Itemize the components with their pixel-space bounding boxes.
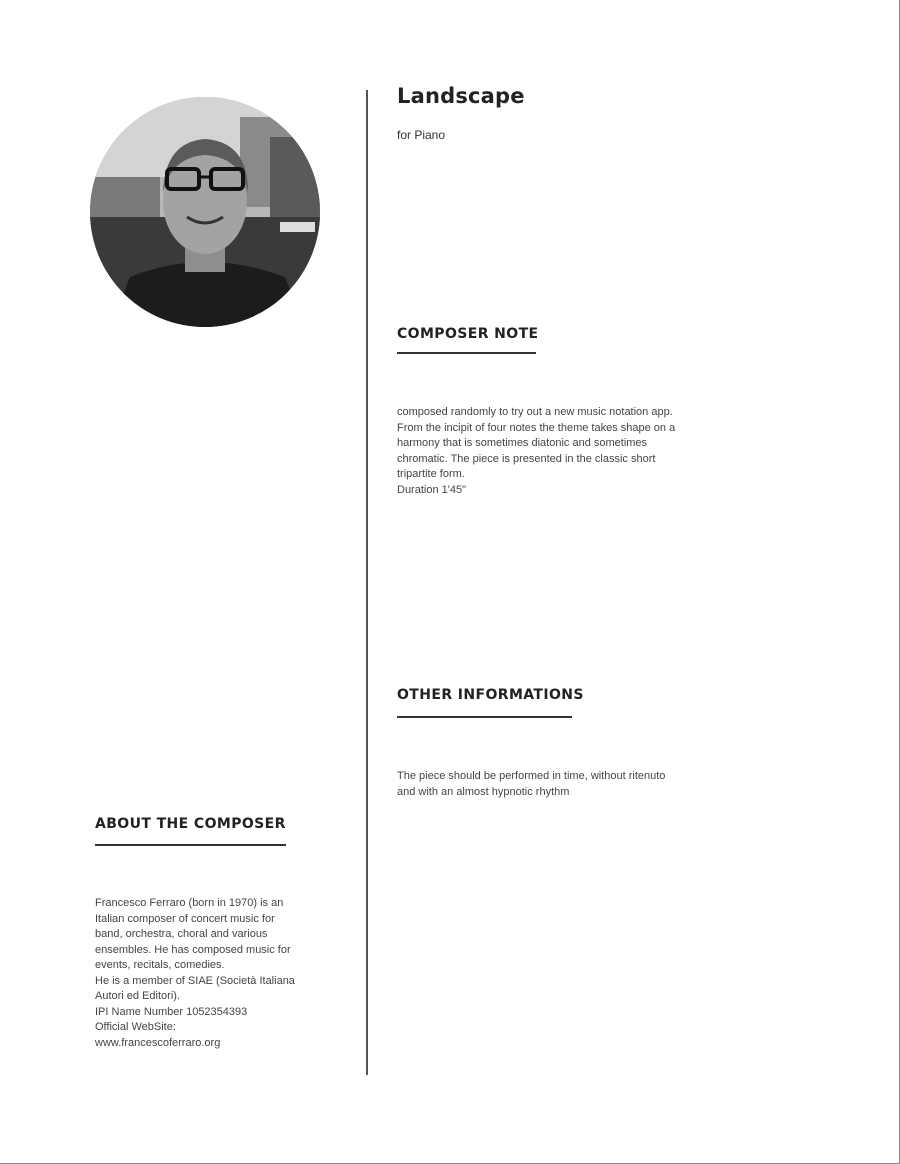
about-composer-text: Francesco Ferraro (born in 1970) is an Italian composer of concert music for band, orchestra, choral and various ensembles. He has composed music for events, recitals, comedies. He is a member of SIAE (Società Italiana Autori ed Editori). IPI Name Number 1052354393 Official WebSite: www.francescoferraro.org [95, 897, 295, 1049]
composer-note-heading: COMPOSER NOTE [397, 326, 539, 342]
composer-note-underline [397, 352, 536, 354]
composer-note-text: composed randomly to try out a new music notation app. From the incipit of four notes the theme takes shape on a harmony that is sometimes diatonic and sometimes chromatic. The piece is presented in the classic short tripartite form. Duration 1'45" [397, 406, 676, 496]
piece-subtitle: for Piano [397, 128, 446, 142]
about-composer-heading: ABOUT THE COMPOSER [95, 816, 286, 832]
composer-portrait [90, 97, 320, 327]
other-informations-text: The piece should be performed in time, without ritenuto and with an almost hypnotic rhythm [397, 770, 666, 798]
about-composer-underline [95, 844, 286, 846]
other-informations-underline [397, 716, 572, 718]
column-divider [366, 90, 368, 1075]
piece-title: Landscape [397, 84, 525, 108]
other-informations-heading: OTHER INFORMATIONS [397, 687, 584, 703]
